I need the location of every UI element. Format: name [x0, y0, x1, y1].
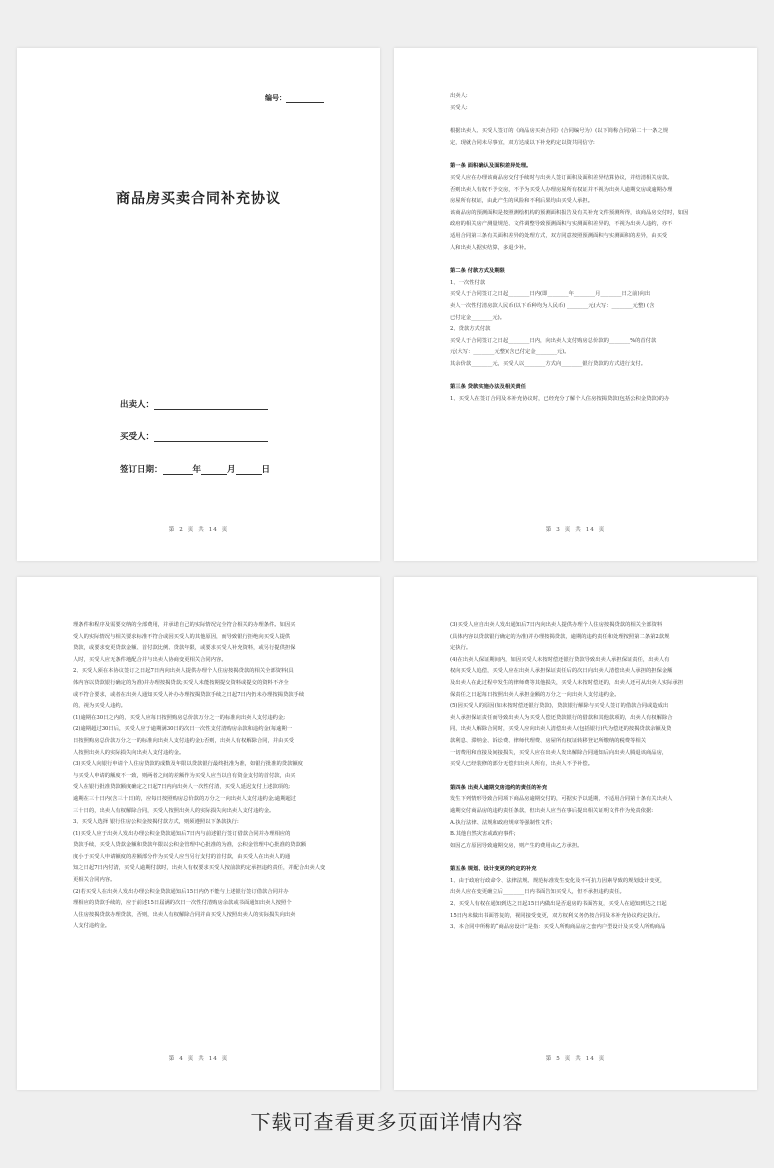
body-text-line: 受人的实际情况与相关要求标准不符合或因买受人的其他原因，而导致银行拒绝向买受人提供 — [73, 633, 291, 640]
body-text-line: (5)因买受人的原因(如未按时偿还银行贷款)，贷款银行解除与买受人签订的借款合同或造成出 — [450, 703, 669, 710]
footer-prefix: 第 — [168, 527, 176, 533]
body-text-line: 政府的相关房产测量规范、文件调整导致预测面积与实测面积差异的，不视为出卖人违约，亦不 — [450, 221, 673, 228]
clause-heading: 第三条 贷款实施办法及相关责任 — [450, 384, 527, 391]
body-text-line: A.执行法律、法规和政府规章等强制性文件; — [450, 819, 553, 826]
body-text-line: 人支付违约金。 — [73, 923, 111, 930]
page-footer — [17, 525, 380, 533]
footer-page-word: 页 — [564, 1056, 572, 1062]
year-label: 年 — [192, 465, 202, 475]
body-text-line: 3、本合同中所称的“商品房设计”是指：买受人所购商品房之套内户型设计及买受人所购商品 — [450, 924, 666, 931]
body-text-line: 日按照购房总价款万分之一的标准向出卖人支付违约金);否则，出卖人有权解除合同，并由买受 — [73, 737, 295, 744]
footer-suffix: 页 — [221, 1056, 229, 1062]
footer-total-label: 共 — [198, 1056, 205, 1062]
body-text-line: 出卖人: — [450, 93, 468, 99]
buyer-label: 买受人： — [120, 432, 155, 442]
clause-heading: 第四条 出卖人逾期交房违约的责任的补充 — [450, 784, 548, 791]
body-text-line: 买受人已经装修的部分无偿归出卖人所有，出卖人不予补偿。 — [450, 761, 594, 768]
body-text-line: (3)买受人向银行申请个人住房贷款的成数及年限以贷款银行最终批准为准，如银行批准的贷款额度 — [73, 761, 303, 768]
body-text-line: 理条件和程序及需要交纳的全部费用，并承诺自己的实际情况完全符合相关的办理条件。如因买 — [73, 622, 296, 628]
body-text-line: 买受人于合同签订之日起________日内(即________年________月________日之前)向出 — [450, 291, 651, 298]
body-text-line: 适用合同第三条有关面积差异的处理方式，双方同意按照预测面积与实测面积的差异，由买受 — [450, 232, 668, 239]
seller-signature-row — [120, 398, 268, 410]
body-text-line: 贷款手续，买受人贷款金额和贷款年限以公积金管理中心批准的为准，公积金管理中心批准的贷款额 — [73, 842, 307, 849]
download-caption: 下载可查看更多页面详情内容 — [250, 1110, 524, 1134]
body-text-line: 2、贷款方式付款 — [450, 326, 491, 333]
serial-number-field — [265, 93, 324, 103]
footer-total-pages: 14 — [585, 527, 595, 533]
body-text-line: 买受人应在办理该商品房交付手续时与出卖人签订面积及面积差异结算协议，并结清相关房款。 — [450, 174, 673, 181]
footer-total-label: 共 — [198, 527, 205, 533]
body-text-line: 房屋所有权证，由此产生的风险和不利后果均由买受人承担。 — [450, 198, 594, 205]
body-text-line: 同，出卖人解除合同时，买受人应向出卖人清偿出卖人(包括银行)代为偿还的按揭贷款余额及贷 — [450, 726, 672, 733]
serial-label: 编号： — [265, 93, 286, 102]
footer-page-number: 2 — [179, 527, 184, 533]
body-text-line: 买受人: — [450, 104, 468, 111]
footer-total-pages: 14 — [208, 527, 218, 533]
footer-total-pages: 14 — [585, 1056, 595, 1062]
body-text-line: 知之日起7日内付清，买受人逾期付款时，出卖人有权要求买受人按前款约定承担违约责任，并配合出卖人变 — [73, 865, 326, 872]
footer-page-number: 4 — [179, 1056, 184, 1062]
footer-suffix: 页 — [598, 527, 606, 533]
page-footer — [394, 1054, 757, 1062]
sign-date-label: 签订日期： — [120, 465, 163, 475]
footer-prefix: 第 — [545, 527, 553, 533]
body-text-line: 贷款，或要求变更贷款金额、首付款比例、贷款年限，或要求买受人补充资料，或另行提供担保 — [73, 645, 296, 652]
seller-blank-line — [154, 400, 268, 410]
body-text-line: 定，现就合同未尽事宜，双方达成以下补充约定以资共同信守: — [450, 139, 595, 146]
body-text-line: 已付定金________元)。 — [450, 314, 506, 321]
body-text-line: 度小于买受人申请额度的差额部分作为买受人应当另行支付的首付款，由买受人在出卖人的通 — [73, 853, 291, 860]
body-text-line: (1)买受人应于出卖人发出办理公积金贷款通知后7日内与前述银行签订借款合同并办理相应的 — [73, 830, 291, 837]
body-text-line: 及出卖人在此过程中发生的律师费等其他损失，买受人未按时偿还的，出卖人还可从出卖人实际承担 — [450, 679, 684, 686]
buyer-blank-line — [154, 432, 268, 442]
body-text-line: 或不符合要求，或者在出卖人通知买受人补办办理按揭贷款手续之日起7日内仍未办理按揭贷款手续 — [73, 691, 305, 698]
body-text-line: (1)逾期在30日之内的，买受人应每日按照购房总价款万分之一的标准向出卖人支付违约金; — [73, 714, 286, 721]
serial-blank-line — [286, 94, 324, 103]
body-text-line: 否则出卖人有权不予交房，不予为买受人办理房屋所有权证并不视为出卖人逾期交房或逾期办理 — [450, 186, 673, 193]
body-text-line: 受人在银行批准贷款额度确定之日起7日内向出卖人一次性付清，买受人延迟支付上述款项的; — [73, 784, 291, 791]
contract-cover-page — [17, 48, 380, 561]
clause-heading: 第五条 规划、设计变更的约定的补充 — [450, 866, 537, 873]
body-text-line: 出卖人应在变更确立后________日内书面告知买受人，但不承担违约责任。 — [450, 889, 625, 896]
page-body-text — [73, 620, 330, 933]
body-text-line: 15日内未做出书面答复的，视同接受变更，双方权利义务仍按合同及本补充协议约定执行。 — [450, 912, 664, 919]
body-text-line: 根据出卖人、买受人签订的《商品房买卖合同》(合同编号为）(以下简称合同)第二十一条之规 — [450, 128, 669, 135]
footer-page-number: 3 — [556, 527, 561, 533]
day-blank-line — [236, 465, 262, 475]
contract-page-3 — [394, 48, 757, 561]
body-text-line: 2、买受人须在本协议签订之日起7日内向出卖人提供办理个人住房按揭贷款的相关全部资料(具 — [73, 668, 294, 675]
body-text-line: 元(大写：________元整)(含已付定金________元)。 — [450, 349, 570, 356]
page-footer — [17, 1054, 380, 1062]
contract-page-5 — [394, 577, 757, 1090]
footer-suffix: 页 — [221, 527, 229, 533]
body-text-line: (2)逾期超过30日后，买受人应于逾期满30日的次日一次性支付清购房余款和违约金(每逾期一 — [73, 726, 293, 733]
body-text-line: (具体内容以贷款银行确定的为准)并办理按揭贷款，逾期的违约责任和处理按照第二条第2款规 — [450, 633, 670, 640]
footer-page-word: 页 — [564, 527, 572, 533]
body-text-line: 卖人承担保证责任而导致出卖人为买受人偿还贷款银行的借款和其他款项的，出卖人有权解除合 — [450, 714, 673, 721]
sign-date-row — [120, 463, 270, 475]
body-text-line: (4)在出卖人保证期间内，如因买受人未按时偿还银行贷款导致出卖人承担保证责任，出卖人有 — [450, 656, 670, 663]
day-label: 日 — [261, 465, 271, 475]
body-text-line: 1、由于政府行政命令、法律法规、规范标准发生变化及不可抗力因素导致的规划设计变更， — [450, 877, 666, 884]
contract-page-4 — [17, 577, 380, 1090]
body-text-line: 款利息、滞纳金、诉讼费、律师代理费、房屋所有权证转移登记所缴纳的税费等相关 — [450, 737, 646, 744]
body-text-line: 人和出卖人据实结算，多退少补。 — [450, 244, 530, 251]
seller-label: 出卖人： — [120, 400, 155, 410]
body-text-line: 如因乙方原因导致逾期交房，则产生的费用由乙方承担。 — [450, 842, 583, 849]
footer-total-label: 共 — [575, 1056, 582, 1062]
body-text-line: 1、买受人在签订合同及本补充协议时，已经充分了解个人住房按揭贷款(包括公积金贷款)的办 — [450, 396, 670, 403]
footer-prefix: 第 — [545, 1056, 553, 1062]
page-body-text — [450, 620, 707, 934]
body-text-line: 保责任之日起每日按照出卖人承担金额的万分之一向出卖人支付违约金。 — [450, 691, 620, 698]
body-text-line: 买受人于合同签订之日起________日内，向出卖人支付购房总价款的________%的首付款 — [450, 337, 657, 344]
body-text-line: 更相关合同内容。 — [73, 877, 116, 884]
body-text-line: 体内容以贷款银行确定的为准)并办理按揭贷款;买受人未能按期提交资料或提交的资料不齐全 — [73, 679, 289, 686]
body-text-line: B.其他自然灾害或政府事件; — [450, 831, 516, 838]
footer-page-word: 页 — [187, 1056, 195, 1062]
body-text-line: 人时，买受人应无条件地配合并与出卖人协商变更相关合同内容。 — [73, 656, 227, 663]
buyer-signature-row — [120, 430, 268, 442]
body-text-line: (3)买受人应自出卖人发出通知后7日内向出卖人提供办理个人住房按揭贷款的相关全部资料 — [450, 622, 663, 628]
body-text-line: 2、买受人有权在通知到达之日起15日内做出是否退房的书面答复，买受人在通知到达之日起 — [450, 901, 667, 908]
footer-prefix: 第 — [168, 1056, 176, 1062]
body-text-line: 三十日的，出卖人有权解除合同，买受人按照出卖人的实际损失向出卖人支付违约金。 — [73, 807, 275, 814]
body-text-line: 定执行。 — [450, 645, 472, 652]
body-text-line: 人住房按揭贷款办理贷款，否则，出卖人有权解除合同并由买受人按照出卖人的实际损失向出卖 — [73, 911, 296, 918]
page-footer — [394, 525, 757, 533]
year-blank-line — [163, 465, 193, 475]
body-text-line: 1、一次性付款 — [450, 279, 486, 286]
body-text-line: 3、买受人选择 银行住房公积金按揭付款方式，则须遵照以下条款执行: — [73, 819, 239, 826]
body-text-line: 卖人一次性付清房款人民币(以下币种均为人民币) ________元(大写：________元整) (含 — [450, 302, 655, 309]
clause-heading: 第一条 面积确认及面积差异处理。 — [450, 163, 532, 170]
body-text-line: 与买受人申请的额度不一致，则两者之间的差额作为买受人应当以自有资金支付的首付款，由买 — [73, 772, 296, 779]
body-text-line: 人按照出卖人的实际损失向出卖人支付违约金。 — [73, 749, 185, 756]
document-title: 商品房买卖合同补充协议 — [116, 191, 281, 207]
body-text-line: 发生下列情形导致合同项下商品房逾期交付的，可据实予以延期，不适用合同第十条有关出卖人 — [450, 796, 673, 803]
body-text-line: 逾期交付商品房的违约责任条款，但出卖人应当在事后提出相关证明文件作为免责依据: — [450, 807, 654, 814]
footer-total-label: 共 — [575, 527, 582, 533]
body-text-line: (2)若买受人在出卖人发出办理公积金贷款通知后15日内仍不能与上述银行签订借款合同并办 — [73, 888, 289, 895]
month-label: 月 — [227, 465, 236, 475]
body-text-line: 一切费用和直接及间接损失，买受人应在出卖人发出解除合同通知后向出卖人腾退该商品房， — [450, 749, 668, 756]
month-blank-line — [201, 465, 227, 475]
footer-suffix: 页 — [598, 1056, 606, 1062]
footer-page-word: 页 — [187, 527, 195, 533]
body-text-line: 逾期在三十日内(含三十日)的，应每日按照购房总价款的万分之一向出卖人支付违约金;逾期超过 — [73, 795, 297, 802]
footer-total-pages: 14 — [208, 1056, 218, 1062]
body-text-line: 权向买受人追偿，买受人应在出卖人承担保证责任后的次日向出卖人清偿出卖人承担的担保金额 — [450, 668, 673, 675]
body-text-line: 其余价款________元，买受人以________方式向________银行贷款的方式进行支付。 — [450, 360, 646, 367]
footer-page-number: 5 — [556, 1056, 561, 1062]
body-text-line: 的，视为买受人违约。 — [73, 703, 126, 710]
page-body-text — [450, 91, 707, 406]
clause-heading: 第二条 付款方式及期限 — [450, 268, 505, 275]
body-text-line: 该商品房的预测面积是按照测绘机构的预测面积报告及有关补充文件预测所得，该商品房交付时，如因 — [450, 209, 689, 216]
body-text-line: 理相应的贷款手续的，应于前述15日届满的次日一次性付清购房余款或书面通知出卖人按照个 — [73, 900, 292, 907]
